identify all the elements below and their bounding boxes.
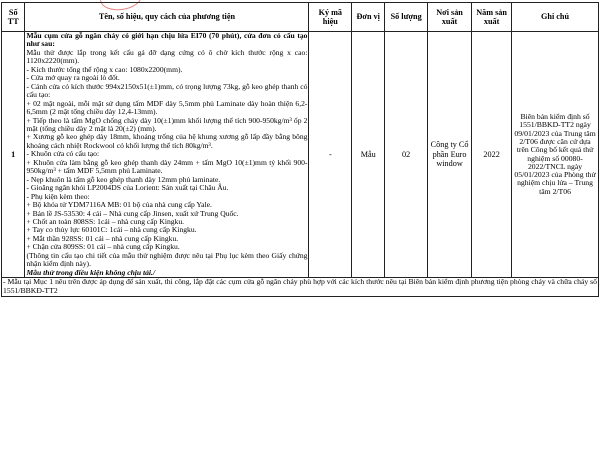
description-line: (Thông tin cấu tạo chi tiết của mẫu thử nghiệm được nêu tại Phụ lục kèm theo Giấy chứng nhận kiểm định này). bbox=[26, 250, 308, 269]
description-ending: Mẫu thử trong điều kiện không chịu tải./ bbox=[26, 267, 156, 277]
header-unit: Đơn vị bbox=[352, 3, 385, 32]
description-line: + Mắt thần 928SS: 01 cái – nhà cung cấp Kingku. bbox=[26, 233, 179, 243]
description-line: + Bản lề JS-53530: 4 cái – Nhà cung cấp Jinsen, xuất xứ Trung Quốc. bbox=[26, 208, 239, 218]
description-line: - Nẹp khuôn là tấm gỗ keo ghép thanh dày 12mm phủ laminate. bbox=[26, 174, 221, 184]
footer-note: - Mẫu tại Mục 1 nêu trên được áp dụng để sản xuất, thi công, lắp đặt các cụm cửa gỗ ngăn cháy phù hợp với các kích thước nêu tại Biên bản kiểm định phương tiện phòng cháy và chữa cháy số 1551/BBKĐ-TT2 bbox=[3, 277, 597, 295]
description-title: Mẫu cụm cửa gỗ ngăn cháy có giới hạn chịu lửa EI70 (70 phút), cửa đơn có cấu tạo như sau: bbox=[26, 31, 308, 49]
cell-note: Biên bản kiểm định số 1551/BBKD-TT2 ngày 09/01/2023 của Trung tâm 2/T06 được căn cứ dựa trên Công bố kết quả thử nghiệm số 00080-2022/TNCL ngày 05/01/2023 của Phòng thử nghiệm chịu lửa – Trung tâm 2/T06 bbox=[512, 32, 599, 278]
header-symbol: Ký mã hiệu bbox=[309, 3, 352, 32]
header-qty: Số lượng bbox=[385, 3, 428, 32]
description-line: - Cửa mở quay ra ngoài lò đốt. bbox=[26, 73, 120, 83]
description-line: + Tay co thủy lực 60101C: 1cái – nhà cung cấp Kingku. bbox=[26, 225, 197, 235]
equipment-table bbox=[1, 2, 599, 297]
description-line: - Khuôn cửa có cấu tạo: bbox=[26, 149, 100, 159]
description-line: + 02 mặt ngoài, mỗi mặt sử dụng tấm MDF dày 5,5mm phủ Laminate dày hoàn thiện 6,2-6,5mm (2 mặt tổng chiều dày 12,4-13mm). bbox=[26, 98, 308, 117]
header-stt: Số TT bbox=[2, 3, 25, 32]
description-line: + Tiếp theo là tấm MgO chống cháy dày 10(±1)mm khối lượng thể tích 900-950kg/m³ ốp 2 mặt (tổng chiều dày 2 mặt là 20(±2) (mm). bbox=[26, 115, 308, 133]
description-line: + Chặn cửa 809SS: 01 cái – nhà cung cấp Kingku. bbox=[26, 242, 180, 252]
description-line: - Phụ kiện kèm theo: bbox=[26, 191, 90, 201]
description-line: + Khuôn cửa làm bằng gỗ keo ghép thanh dày 24mm + tấm MgO 10(±1)mm tỷ khối 900-950kg/m³ + tấm MDF 5,5mm phủ Laminate. bbox=[26, 157, 308, 176]
cell-description bbox=[25, 32, 309, 278]
header-year: Năm sản xuất bbox=[472, 3, 512, 32]
cell-stt: 1 bbox=[2, 32, 25, 278]
table-row bbox=[2, 32, 599, 278]
table-header-row bbox=[2, 3, 599, 32]
cell-year: 2022 bbox=[472, 32, 512, 278]
header-maker: Nơi sản xuất bbox=[428, 3, 472, 32]
description-line: - Kích thước tổng thể rộng x cao: 1080x2200(mm). bbox=[26, 64, 183, 74]
cell-unit: Mẫu bbox=[352, 32, 385, 278]
description-line: + Xương gỗ keo ghép dày 18mm, khoảng trống của hệ khung xương gỗ lấp đầy bằng bông khoáng cách nhiệt Rockwool có khối lượng thể tích 80kg/m³. bbox=[26, 132, 308, 150]
cell-qty: 02 bbox=[385, 32, 428, 278]
header-name: Tên, số hiệu, quy cách của phương tiện bbox=[25, 3, 309, 32]
description-line: + Bộ khóa tử YDM7116A MB: 01 bộ của nhà cung cấp Yale. bbox=[26, 200, 212, 210]
cell-symbol: - bbox=[309, 32, 352, 278]
description-line: + Chốt an toàn 808SS: 1cái – nhà cung cấp Kingku. bbox=[26, 216, 185, 226]
footer-row bbox=[2, 278, 599, 297]
description-line: - Cánh cửa có kích thước 994x2150x51(±1)mm, có trọng lượng 73kg, gỗ keo ghép thanh có cấu tạo: bbox=[26, 81, 308, 100]
description-line: - Gioăng ngăn khói LP2004DS của Lorient: Sản xuất tại Châu Âu. bbox=[26, 183, 229, 193]
description-line: Mẫu thử được lắp trong kết cấu gá đỡ dạng cứng có ô chờ kích thước rộng x cao: 1120x2220(mm). bbox=[26, 47, 308, 66]
cell-maker: Công ty Cổ phần Euro window bbox=[428, 32, 472, 278]
header-note: Ghi chú bbox=[512, 3, 599, 32]
